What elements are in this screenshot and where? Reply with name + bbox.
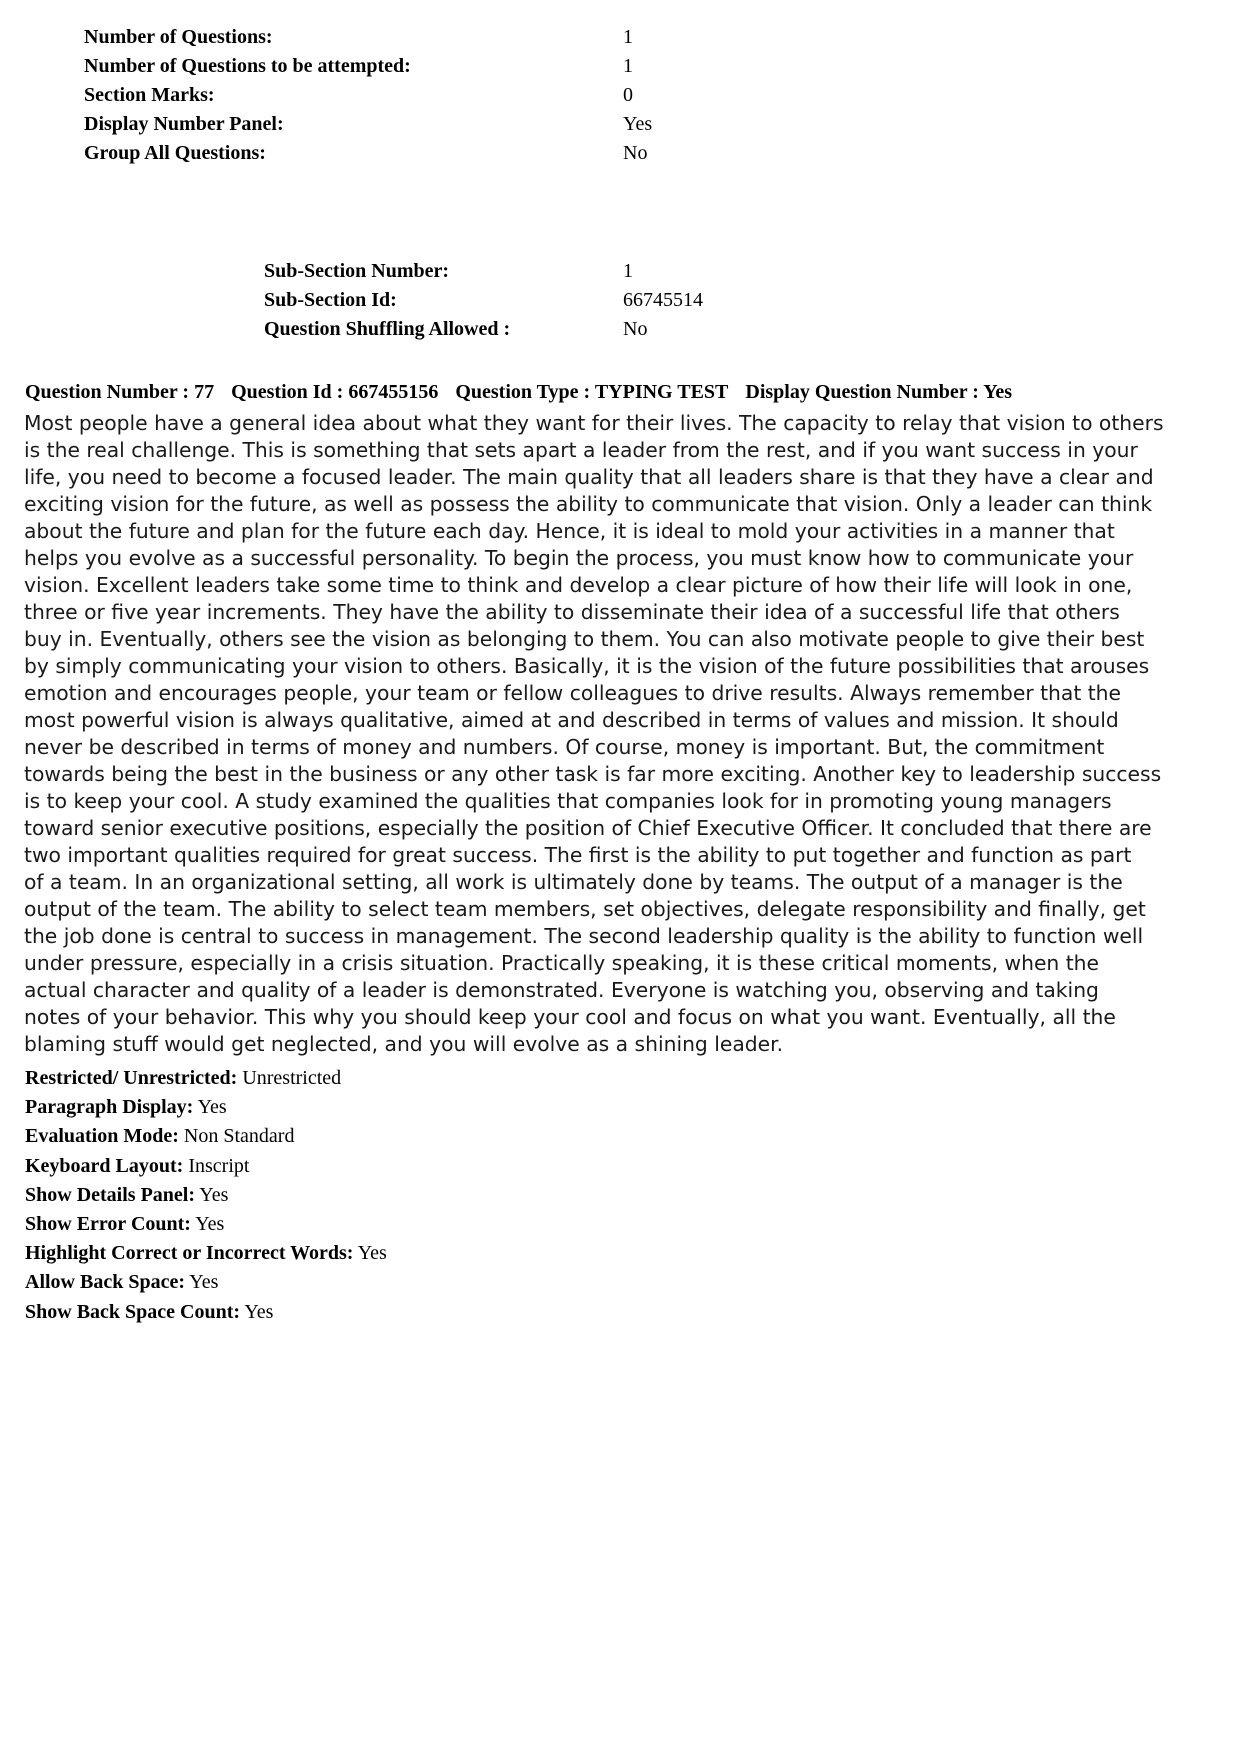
subsection-info-row	[264, 315, 703, 344]
passage-line: towards being the best in the business or any other task is far more exciting. Another key to leadership success	[24, 762, 1162, 786]
subsection-info-label: Question Shuffling Allowed :	[264, 318, 511, 340]
question-settings	[25, 1064, 387, 1327]
passage-line: two important qualities required for great success. The first is the ability to put together and function as part	[24, 843, 1132, 867]
setting-label: Keyboard Layout:	[25, 1154, 184, 1177]
passage-line: output of the team. The ability to select team members, set objectives, delegate responsibility and finally, get	[24, 897, 1146, 921]
setting-value: Yes	[199, 1183, 229, 1206]
section-info-label: Number of Questions:	[84, 26, 273, 48]
setting-label: Allow Back Space:	[25, 1271, 185, 1294]
passage-line: vision. Excellent leaders take some time to think and develop a clear picture of how their life will look in one,	[24, 573, 1133, 597]
setting-value: Yes	[197, 1096, 227, 1119]
setting-row	[25, 1093, 387, 1122]
setting-row	[25, 1181, 387, 1210]
subsection-info-row	[264, 257, 703, 286]
subsection-info-value: 66745514	[623, 289, 703, 311]
setting-value: Unrestricted	[242, 1067, 342, 1089]
passage-line: under pressure, especially in a crisis situation. Practically speaking, it is these critical moments, when the	[24, 951, 1100, 975]
section-info-label: Number of Questions to be attempted:	[84, 55, 411, 77]
section-info-row	[84, 110, 652, 139]
passage-line: actual character and quality of a leader is demonstrated. Everyone is watching you, observing and taking	[24, 978, 1099, 1002]
setting-label: Highlight Correct or Incorrect Words:	[25, 1242, 354, 1265]
section-info-value: Yes	[623, 113, 653, 135]
question-id: Question Id : 667455156	[231, 381, 439, 403]
subsection-info-value: 1	[623, 260, 633, 282]
setting-label: Show Details Panel:	[25, 1183, 195, 1206]
section-info-row	[84, 52, 652, 81]
question-type: Question Type : TYPING TEST	[455, 381, 729, 403]
passage-line: Most people have a general idea about what they want for their lives. The capacity to relay that vision to others	[24, 411, 1164, 435]
section-info-value: 1	[623, 55, 633, 77]
section-info-row	[84, 23, 652, 52]
setting-row	[25, 1210, 387, 1239]
setting-row	[25, 1268, 387, 1297]
setting-label: Restricted/ Unrestricted:	[25, 1067, 238, 1089]
section-info-table	[84, 23, 652, 168]
subsection-info-label: Sub-Section Number:	[264, 260, 450, 282]
passage-line: the job done is central to success in management. The second leadership quality is the ability to function well	[24, 924, 1144, 948]
passage-line: exciting vision for the future, as well as possess the ability to communicate that vision. Only a leader can think	[24, 492, 1153, 516]
setting-row	[25, 1298, 387, 1327]
setting-value: Yes	[195, 1212, 225, 1235]
passage-line: toward senior executive positions, especially the position of Chief Executive Officer. It concluded that there are	[24, 816, 1152, 840]
section-info-value: No	[623, 142, 648, 164]
section-info-value: 1	[623, 26, 633, 48]
passage-line: helps you evolve as a successful personality. To begin the process, you must know how to communicate your	[24, 546, 1134, 570]
setting-value: Inscript	[188, 1154, 250, 1177]
question-number: Question Number : 77	[25, 381, 215, 403]
subsection-info-value: No	[623, 318, 648, 340]
section-info-label: Section Marks:	[84, 84, 215, 106]
setting-value: Non Standard	[183, 1125, 295, 1148]
section-info-value: 0	[623, 84, 633, 106]
setting-label: Paragraph Display:	[25, 1096, 194, 1119]
passage-line: of a team. In an organizational setting, all work is ultimately done by teams. The output of a manager is the	[24, 870, 1123, 894]
passage-line: most powerful vision is always qualitative, aimed at and described in terms of values and mission. It should	[24, 708, 1119, 732]
section-info-row	[84, 139, 652, 168]
passage-line: about the future and plan for the future each day. Hence, it is ideal to mold your activities in a manner that	[24, 519, 1115, 543]
section-info-label: Group All Questions:	[84, 142, 266, 164]
setting-row	[25, 1064, 387, 1093]
question-header	[25, 381, 1024, 404]
subsection-info-row	[264, 286, 703, 315]
passage-line: buy in. Eventually, others see the vision as belonging to them. You can also motivate people to give their best	[24, 627, 1145, 651]
display-question-number: Display Question Number : Yes	[745, 381, 1013, 403]
setting-row	[25, 1239, 387, 1268]
passage-line: is the real challenge. This is something that sets apart a leader from the rest, and if you want success in your	[24, 438, 1138, 462]
setting-label: Show Back Space Count:	[25, 1300, 241, 1323]
passage-line: emotion and encourages people, your team or fellow colleagues to drive results. Always remember that the	[24, 681, 1122, 705]
section-info-label: Display Number Panel:	[84, 113, 284, 135]
passage-line: life, you need to become a focused leader. The main quality that all leaders share is that they have a clear and	[24, 465, 1154, 489]
section-info-row	[84, 81, 652, 110]
setting-row	[25, 1122, 387, 1151]
passage-line: by simply communicating your vision to others. Basically, it is the vision of the future possibilities that arouses	[24, 654, 1150, 678]
passage-line: never be described in terms of money and numbers. Of course, money is important. But, the commitment	[24, 735, 1105, 759]
setting-value: Yes	[357, 1242, 387, 1265]
passage-line: is to keep your cool. A study examined the qualities that companies look for in promoting young managers	[24, 789, 1112, 813]
typing-passage	[24, 410, 1220, 1058]
setting-value: Yes	[244, 1300, 274, 1323]
passage-line: three or five year increments. They have the ability to disseminate their idea of a successful life that others	[24, 600, 1120, 624]
setting-label: Show Error Count:	[25, 1212, 191, 1235]
passage-line: notes of your behavior. This why you should keep your cool and focus on what you want. Eventually, all the	[24, 1005, 1116, 1029]
passage-line: blaming stuff would get neglected, and you will evolve as a shining leader.	[24, 1032, 784, 1056]
setting-value: Yes	[189, 1271, 219, 1294]
subsection-info-table	[264, 257, 703, 344]
setting-row	[25, 1152, 387, 1181]
setting-label: Evaluation Mode:	[25, 1125, 179, 1148]
subsection-info-label: Sub-Section Id:	[264, 289, 397, 311]
